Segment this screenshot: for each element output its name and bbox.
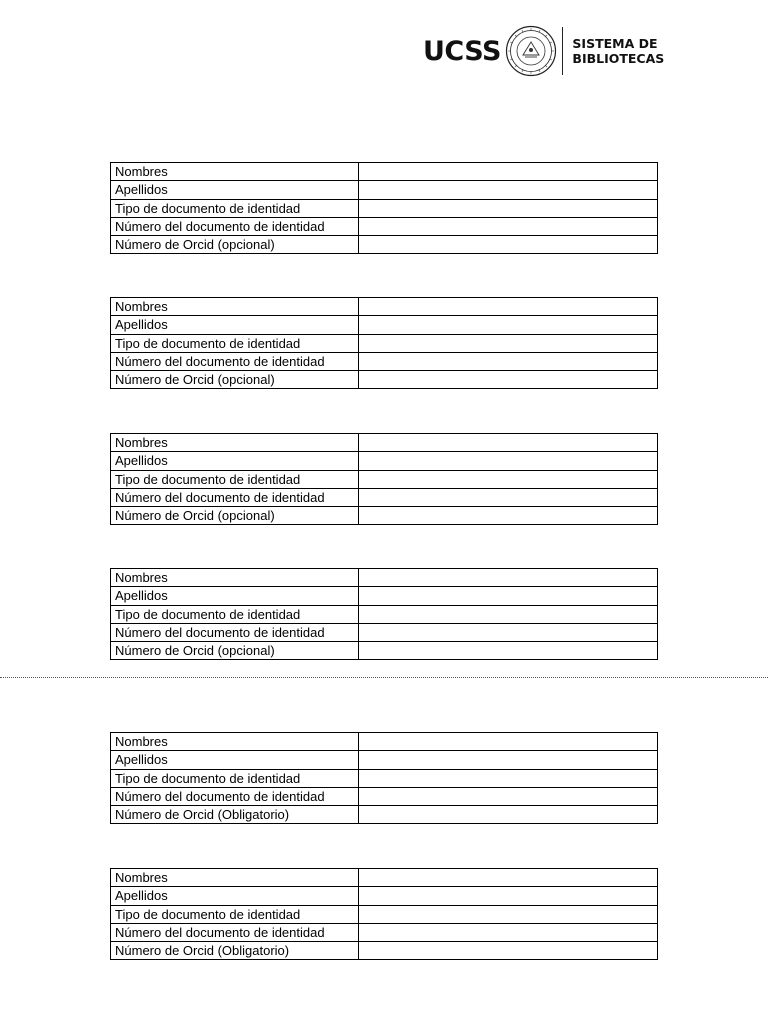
- orcid-label: Número de Orcid (Obligatorio): [111, 806, 359, 824]
- tipo-documento-field[interactable]: [359, 199, 658, 217]
- apellidos-label: Apellidos: [111, 181, 359, 199]
- tipo-documento-label: Tipo de documento de identidad: [111, 199, 359, 217]
- tipo-documento-label: Tipo de documento de identidad: [111, 334, 359, 352]
- tipo-documento-field[interactable]: [359, 470, 658, 488]
- orcid-field[interactable]: [359, 942, 658, 960]
- orcid-field[interactable]: [359, 371, 658, 389]
- orcid-field[interactable]: [359, 642, 658, 660]
- orcid-field[interactable]: [359, 507, 658, 525]
- nombres-label: Nombres: [111, 298, 359, 316]
- table-row: [111, 569, 658, 587]
- apellidos-label: Apellidos: [111, 887, 359, 905]
- orcid-field[interactable]: [359, 806, 658, 824]
- nombres-field[interactable]: [359, 434, 658, 452]
- identity-table-2: [110, 297, 658, 389]
- apellidos-field[interactable]: [359, 751, 658, 769]
- nombres-label: Nombres: [111, 163, 359, 181]
- table-row: [111, 352, 658, 370]
- apellidos-field[interactable]: [359, 452, 658, 470]
- table-row: [111, 733, 658, 751]
- tipo-documento-field[interactable]: [359, 905, 658, 923]
- numero-documento-label: Número del documento de identidad: [111, 923, 359, 941]
- table-row: [111, 587, 658, 605]
- apellidos-label: Apellidos: [111, 452, 359, 470]
- table-row: [111, 942, 658, 960]
- table-row: [111, 887, 658, 905]
- orcid-label: Número de Orcid (opcional): [111, 371, 359, 389]
- orcid-label: Número de Orcid (Obligatorio): [111, 942, 359, 960]
- identity-table-3: [110, 433, 658, 525]
- tipo-documento-field[interactable]: [359, 605, 658, 623]
- tipo-documento-label: Tipo de documento de identidad: [111, 769, 359, 787]
- numero-documento-label: Número del documento de identidad: [111, 787, 359, 805]
- apellidos-field[interactable]: [359, 181, 658, 199]
- table-row: [111, 507, 658, 525]
- numero-documento-label: Número del documento de identidad: [111, 352, 359, 370]
- nombres-label: Nombres: [111, 869, 359, 887]
- table-row: [111, 316, 658, 334]
- table-row: [111, 298, 658, 316]
- table-row: [111, 163, 658, 181]
- tipo-documento-field[interactable]: [359, 769, 658, 787]
- nombres-field[interactable]: [359, 569, 658, 587]
- table-row: [111, 769, 658, 787]
- table-row: [111, 488, 658, 506]
- numero-documento-field[interactable]: [359, 488, 658, 506]
- table-row: [111, 806, 658, 824]
- table-row: [111, 334, 658, 352]
- table-row: [111, 623, 658, 641]
- orcid-label: Número de Orcid (opcional): [111, 642, 359, 660]
- nombres-field[interactable]: [359, 298, 658, 316]
- nombres-field[interactable]: [359, 733, 658, 751]
- tipo-documento-label: Tipo de documento de identidad: [111, 905, 359, 923]
- table-row: [111, 787, 658, 805]
- orcid-label: Número de Orcid (opcional): [111, 236, 359, 254]
- table-row: [111, 217, 658, 235]
- table-row: [111, 452, 658, 470]
- nombres-label: Nombres: [111, 434, 359, 452]
- identity-table-1: [110, 162, 658, 254]
- tipo-documento-field[interactable]: [359, 334, 658, 352]
- numero-documento-field[interactable]: [359, 923, 658, 941]
- apellidos-field[interactable]: [359, 887, 658, 905]
- table-row: [111, 236, 658, 254]
- apellidos-field[interactable]: [359, 316, 658, 334]
- identity-table-4: [110, 568, 658, 660]
- identity-table-5: [110, 732, 658, 824]
- numero-documento-label: Número del documento de identidad: [111, 623, 359, 641]
- numero-documento-field[interactable]: [359, 623, 658, 641]
- brand-logo-text: UCSS: [423, 35, 501, 67]
- table-row: [111, 869, 658, 887]
- identity-table-6: [110, 868, 658, 960]
- numero-documento-field[interactable]: [359, 787, 658, 805]
- apellidos-field[interactable]: [359, 587, 658, 605]
- nombres-label: Nombres: [111, 569, 359, 587]
- apellidos-label: Apellidos: [111, 587, 359, 605]
- orcid-field[interactable]: [359, 236, 658, 254]
- numero-documento-label: Número del documento de identidad: [111, 217, 359, 235]
- nombres-field[interactable]: [359, 163, 658, 181]
- table-row: [111, 199, 658, 217]
- nombres-label: Nombres: [111, 733, 359, 751]
- nombres-field[interactable]: [359, 869, 658, 887]
- section-divider: [0, 677, 768, 678]
- system-name: [572, 36, 664, 66]
- university-seal-icon: [505, 25, 557, 77]
- system-name-line2: BIBLIOTECAS: [572, 51, 665, 66]
- apellidos-label: Apellidos: [111, 751, 359, 769]
- apellidos-label: Apellidos: [111, 316, 359, 334]
- tipo-documento-label: Tipo de documento de identidad: [111, 605, 359, 623]
- header: [423, 24, 664, 78]
- tipo-documento-label: Tipo de documento de identidad: [111, 470, 359, 488]
- numero-documento-label: Número del documento de identidad: [111, 488, 359, 506]
- table-row: [111, 751, 658, 769]
- system-name-line1: SISTEMA DE: [572, 36, 658, 51]
- numero-documento-field[interactable]: [359, 217, 658, 235]
- table-row: [111, 923, 658, 941]
- table-row: [111, 434, 658, 452]
- table-row: [111, 605, 658, 623]
- header-divider: [562, 27, 564, 75]
- table-row: [111, 181, 658, 199]
- orcid-label: Número de Orcid (opcional): [111, 507, 359, 525]
- table-row: [111, 371, 658, 389]
- numero-documento-field[interactable]: [359, 352, 658, 370]
- table-row: [111, 470, 658, 488]
- table-row: [111, 642, 658, 660]
- table-row: [111, 905, 658, 923]
